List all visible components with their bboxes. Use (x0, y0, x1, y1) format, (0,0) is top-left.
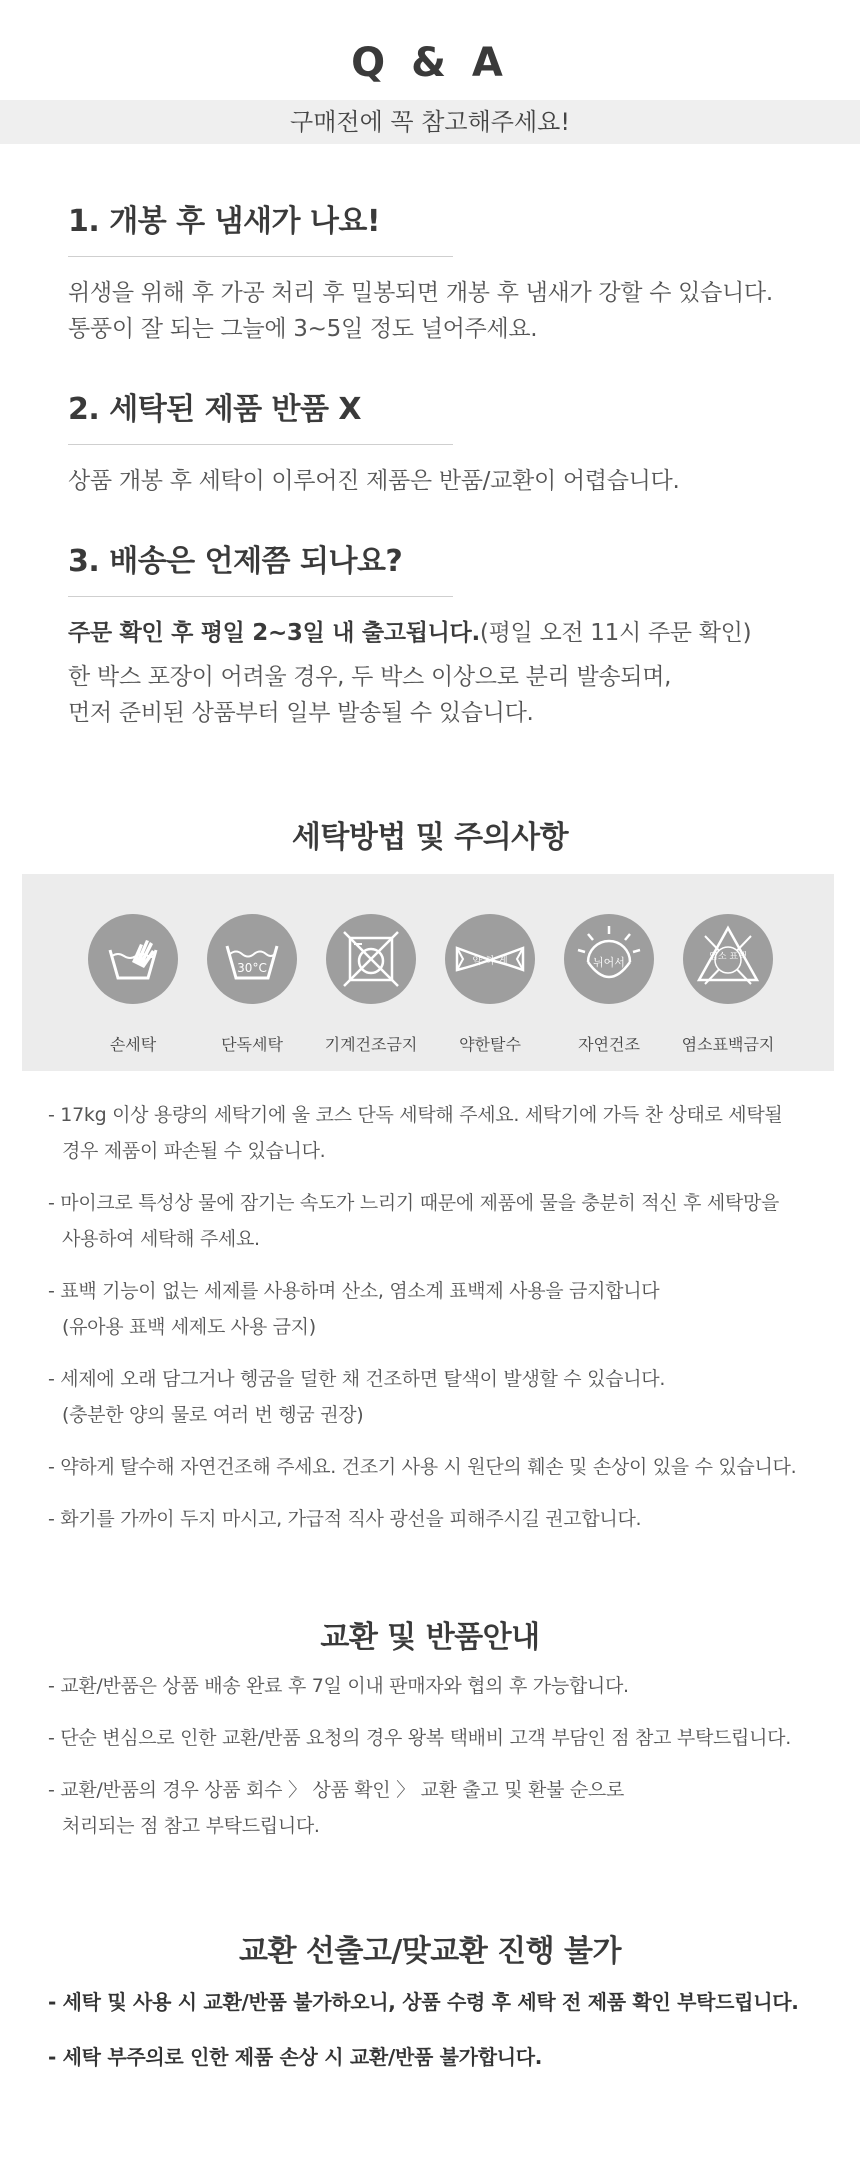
faq-shipping-bold: 주문 확인 후 평일 2~3일 내 출고됩니다. (68, 620, 480, 646)
wash-temp-text: 30°C (237, 961, 267, 975)
care-item-gentle-wring (430, 914, 550, 1055)
wring-text: 약 하 게 (472, 956, 508, 967)
note-line-cont: 사용하여 세탁해 주세요. (62, 1228, 260, 1250)
care-note (48, 1361, 838, 1433)
bleach-text: 염소 표백 (709, 952, 747, 962)
note-line: - 교환/반품의 경우 상품 회수 〉 상품 확인 〉 교환 출고 및 환불 순으로 (48, 1779, 625, 1801)
care-label: 손세탁 (109, 1035, 157, 1054)
care-label: 염소표백금지 (681, 1035, 775, 1054)
note-line: - 화기를 가까이 두지 마시고, 가급적 직사 광선을 피해주시길 권고합니다. (48, 1508, 642, 1530)
care-note (48, 1273, 838, 1345)
exchange-note (48, 1668, 838, 1704)
care-icons-panel (22, 874, 834, 1071)
note-line: - 약하게 탈수해 자연건조해 주세요. 건조기 사용 시 원단의 훼손 및 손상이 있을 수 있습니다. (48, 1456, 797, 1478)
gentle-wring-icon (445, 914, 535, 1004)
faq-text: 먼저 준비된 상품부터 일부 발송될 수 있습니다. (68, 700, 534, 726)
care-note (48, 1449, 838, 1485)
no-advance-note: - 세탁 부주의로 인한 제품 손상 시 교환/반품 불가합니다. (48, 2045, 543, 2069)
faq-heading: 1. 개봉 후 냄새가 나요! (68, 204, 381, 239)
no-tumble-dry-icon (326, 914, 416, 1004)
note-line: - 단순 변심으로 인한 교환/반품 요청의 경우 왕복 택배비 고객 부담인 점 참고 부탁드립니다. (48, 1727, 791, 1749)
care-item-no-tumble (311, 914, 431, 1055)
divider (68, 256, 453, 257)
no-advance-notes (48, 1986, 838, 2070)
page-subtitle-band: 구매전에 꼭 참고해주세요! (0, 100, 860, 144)
note-line-cont: (유아용 표백 세제도 사용 금지) (62, 1316, 316, 1338)
care-note (48, 1185, 838, 1257)
note-line: - 표백 기능이 없는 세제를 사용하며 산소, 염소계 표백제 사용을 금지합니다 (48, 1280, 660, 1302)
care-label: 자연건조 (578, 1035, 640, 1054)
hand-wash-icon (88, 914, 178, 1004)
divider (68, 596, 453, 597)
exchange-section-title: 교환 및 반품안내 (320, 1620, 540, 1655)
faq-heading: 3. 배송은 언제쯤 되나요? (68, 544, 403, 579)
no-advance-note: - 세탁 및 사용 시 교환/반품 불가하오니, 상품 수령 후 세탁 전 제품 확인 부탁드립니다. (48, 1990, 799, 2014)
care-section-title: 세탁방법 및 주의사항 (291, 820, 569, 855)
faq-text: 상품 개봉 후 세탁이 이루어진 제품은 반품/교환이 어렵습니다. (68, 468, 680, 494)
faq-text: 위생을 위해 후 가공 처리 후 밀봉되면 개봉 후 냄새가 강할 수 있습니다. (68, 280, 773, 306)
faq-item-2 (68, 384, 828, 499)
exchange-note (48, 1720, 838, 1756)
note-line: - 마이크로 특성상 물에 잠기는 속도가 느리기 때문에 제품에 물을 충분히 적신 후 세탁망을 (48, 1192, 780, 1214)
faq-heading: 2. 세탁된 제품 반품 X (68, 392, 362, 427)
note-line-cont: 처리되는 점 참고 부탁드립니다. (62, 1815, 320, 1837)
no-advance-section-title: 교환 선출고/맞교환 진행 불가 (238, 1934, 622, 1969)
sun-dry-text: 뉘어서 (593, 956, 625, 969)
divider (68, 444, 453, 445)
exchange-notes (48, 1668, 838, 1844)
page-title: Q & A (351, 40, 509, 86)
note-line: - 교환/반품은 상품 배송 완료 후 7일 이내 판매자와 협의 후 가능합니다. (48, 1675, 629, 1697)
exchange-note (48, 1772, 838, 1844)
faq-item-3 (68, 536, 828, 731)
care-item-hand-wash (73, 914, 193, 1055)
care-item-wash-30 (192, 914, 312, 1055)
care-notes (48, 1097, 838, 1537)
note-line-cont: 경우 제품이 파손될 수 있습니다. (62, 1140, 326, 1162)
sun-dry-icon (564, 914, 654, 1004)
faq-item-1 (68, 196, 828, 347)
care-item-sun-dry (549, 914, 669, 1055)
care-label: 기계건조금지 (324, 1035, 418, 1054)
care-item-no-chlorine (668, 914, 788, 1055)
care-label: 약한탈수 (459, 1035, 521, 1054)
note-line-cont: (충분한 양의 물로 여러 번 헹굼 권장) (62, 1404, 364, 1426)
wash-30c-icon (207, 914, 297, 1004)
faq-text: 한 박스 포장이 어려울 경우, 두 박스 이상으로 분리 발송되며, (68, 664, 672, 690)
no-chlorine-bleach-icon (683, 914, 773, 1004)
care-label: 단독세탁 (221, 1035, 283, 1054)
faq-shipping-line (68, 615, 828, 651)
care-note (48, 1501, 838, 1537)
note-line: - 세제에 오래 담그거나 헹굼을 덜한 채 건조하면 탈색이 발생할 수 있습니다. (48, 1368, 666, 1390)
care-note (48, 1097, 838, 1169)
faq-shipping-suffix: (평일 오전 11시 주문 확인) (479, 620, 752, 646)
faq-text: 통풍이 잘 되는 그늘에 3~5일 정도 널어주세요. (68, 316, 538, 342)
note-line: - 17kg 이상 용량의 세탁기에 울 코스 단독 세탁해 주세요. 세탁기에 가득 찬 상태로 세탁될 (48, 1104, 783, 1126)
